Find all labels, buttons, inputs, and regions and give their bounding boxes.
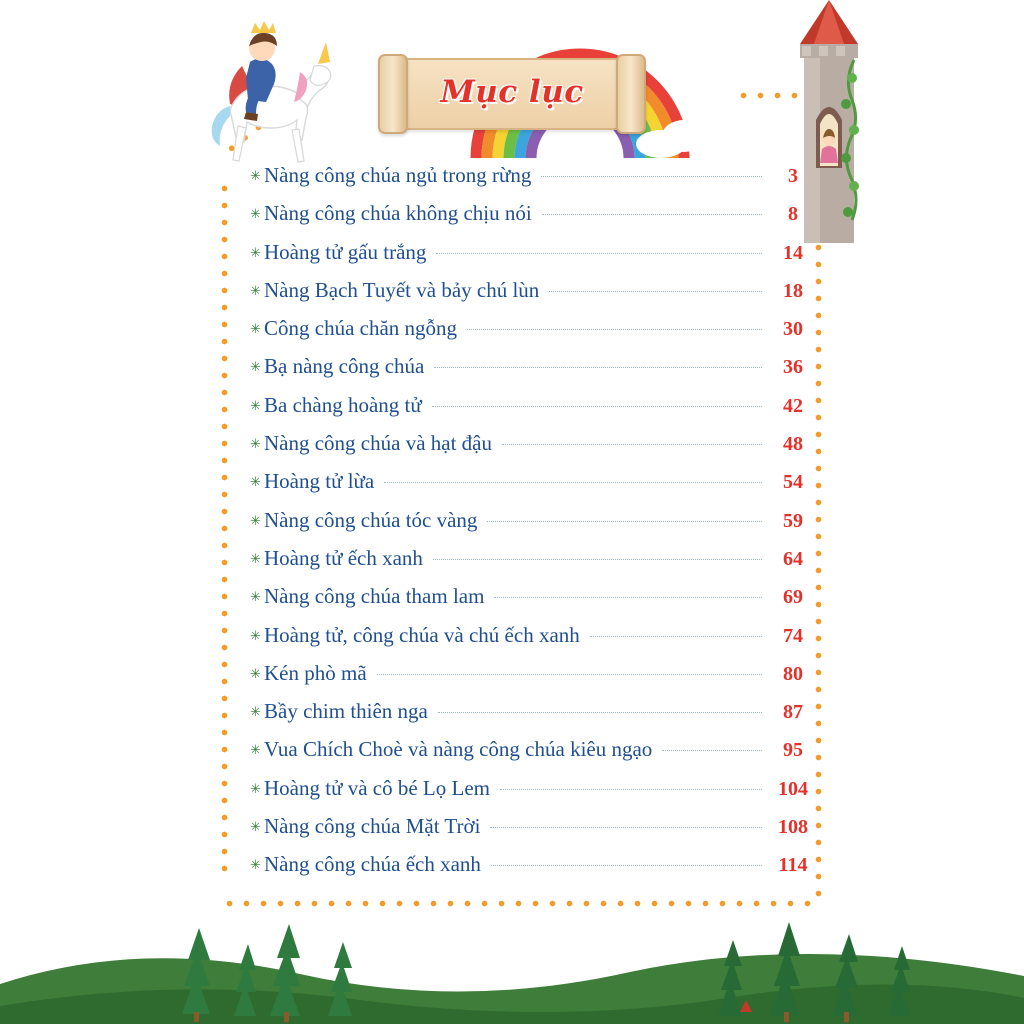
bullet-icon: ✳ xyxy=(250,512,261,528)
toc-entry[interactable] xyxy=(250,393,820,431)
toc-leader xyxy=(384,482,762,483)
bullet-icon: ✳ xyxy=(250,780,261,796)
toc-entry-page: 104 xyxy=(778,777,808,800)
toc-entry[interactable] xyxy=(250,431,820,469)
bullet-icon: ✳ xyxy=(250,665,261,681)
toc-entry-title: Nàng công chúa ngủ trong rừng xyxy=(264,163,532,187)
bullet-icon: ✳ xyxy=(250,397,261,413)
toc-entry[interactable] xyxy=(250,240,820,278)
toc-entry-page: 54 xyxy=(783,471,803,494)
toc-leader xyxy=(436,253,762,254)
toc-entry-title: Hoàng tử lừa xyxy=(264,469,375,494)
toc-entry-title: Nàng công chúa Mặt Trời xyxy=(264,814,481,839)
toc-leader xyxy=(542,214,762,215)
toc-entry-page: 87 xyxy=(783,701,803,724)
toc-leader xyxy=(502,444,762,445)
toc-leader xyxy=(490,827,762,828)
toc-entry[interactable] xyxy=(250,814,820,852)
bullet-icon: ✳ xyxy=(250,282,261,298)
bullet-icon: ✳ xyxy=(250,627,261,643)
bullet-icon: ✳ xyxy=(250,244,261,260)
toc-entry[interactable] xyxy=(250,508,820,546)
table-of-contents xyxy=(250,163,820,891)
page-title: Mục lục xyxy=(440,74,584,110)
toc-entry-title: Hoàng tử, công chúa và chú ếch xanh xyxy=(264,622,580,647)
toc-entry-page: 48 xyxy=(783,433,803,456)
toc-entry-page: 108 xyxy=(778,816,808,839)
toc-entry-title: Nàng công chúa ếch xanh xyxy=(264,852,481,877)
toc-entry-title: Nàng công chúa tóc vàng xyxy=(264,507,478,532)
bullet-icon: ✳ xyxy=(250,742,261,758)
toc-leader xyxy=(438,712,762,713)
toc-leader xyxy=(487,521,762,522)
toc-entry-title: Nàng công chúa không chịu nói xyxy=(264,201,532,226)
toc-entry[interactable] xyxy=(250,776,820,814)
toc-entry-page: 8 xyxy=(788,203,798,226)
toc-entry-page: 80 xyxy=(783,662,803,685)
toc-entry[interactable] xyxy=(250,201,820,239)
toc-leader xyxy=(549,291,762,292)
toc-entry[interactable] xyxy=(250,584,820,622)
toc-entry-page: 42 xyxy=(783,394,803,417)
toc-leader xyxy=(662,750,762,751)
toc-entry[interactable] xyxy=(250,737,820,775)
toc-leader xyxy=(434,367,762,368)
bullet-icon: ✳ xyxy=(250,704,261,720)
toc-entry-title: Kén phò mã xyxy=(264,660,367,685)
toc-entry-title: Bầy chim thiên nga xyxy=(264,699,428,724)
toc-entry-page: 18 xyxy=(783,279,803,302)
toc-leader xyxy=(494,597,762,598)
toc-entry-title: Vua Chích Choè và nàng công chúa kiêu ngạo xyxy=(264,737,653,762)
section-title-banner xyxy=(378,52,646,134)
cloud-icon xyxy=(690,132,724,154)
toc-entry-title: Nàng công chúa tham lam xyxy=(264,584,485,609)
bullet-icon: ✳ xyxy=(250,436,261,452)
toc-entry-page: 114 xyxy=(778,854,808,877)
toc-entry[interactable] xyxy=(250,354,820,392)
toc-leader xyxy=(432,406,762,407)
toc-leader xyxy=(590,636,762,637)
bullet-icon: ✳ xyxy=(250,474,261,490)
toc-entry-title: Hoàng tử và cô bé Lọ Lem xyxy=(264,775,490,800)
toc-entry-title: Hoàng tử ếch xanh xyxy=(264,545,423,570)
toc-leader xyxy=(491,865,762,866)
toc-entry-page: 69 xyxy=(783,586,803,609)
dotted-border-left xyxy=(221,180,228,880)
bullet-icon: ✳ xyxy=(250,550,261,566)
toc-entry[interactable] xyxy=(250,623,820,661)
toc-entry-page: 30 xyxy=(783,318,803,341)
prince-on-unicorn-icon xyxy=(196,14,336,179)
toc-entry-title: Nàng công chúa và hạt đậu xyxy=(264,431,492,456)
toc-entry-page: 95 xyxy=(783,739,803,762)
toc-entry-page: 36 xyxy=(783,356,803,379)
toc-entry[interactable] xyxy=(250,163,820,201)
toc-leader xyxy=(500,789,762,790)
toc-entry-title: Hoàng tử gấu trắng xyxy=(264,239,427,264)
toc-leader xyxy=(541,176,762,177)
toc-entry[interactable] xyxy=(250,852,820,890)
toc-entry[interactable] xyxy=(250,546,820,584)
bullet-icon: ✳ xyxy=(250,321,261,337)
toc-entry-page: 74 xyxy=(783,624,803,647)
toc-entry-title: Công chúa chăn ngỗng xyxy=(264,316,458,341)
toc-leader xyxy=(433,559,762,560)
toc-entry-page: 3 xyxy=(788,165,798,187)
toc-entry-page: 14 xyxy=(783,241,803,264)
toc-entry-title: Bạ nàng công chúa xyxy=(264,354,425,379)
bullet-icon: ✳ xyxy=(250,589,261,605)
toc-entry[interactable] xyxy=(250,661,820,699)
bullet-icon: ✳ xyxy=(250,359,261,375)
toc-entry-title: Ba chàng hoàng tử xyxy=(264,392,422,417)
bullet-icon: ✳ xyxy=(250,857,261,873)
toc-entry-title: Nàng Bạch Tuyết và bảy chú lùn xyxy=(264,277,540,302)
toc-entry[interactable] xyxy=(250,699,820,737)
toc-entry[interactable] xyxy=(250,316,820,354)
toc-entry[interactable] xyxy=(250,469,820,507)
toc-entry-page: 64 xyxy=(783,547,803,570)
toc-entry-page: 59 xyxy=(783,509,803,532)
bullet-icon: ✳ xyxy=(250,819,261,835)
toc-leader xyxy=(467,329,762,330)
bullet-icon: ✳ xyxy=(250,168,261,183)
bullet-icon: ✳ xyxy=(250,206,261,222)
toc-leader xyxy=(377,674,762,675)
toc-entry[interactable] xyxy=(250,278,820,316)
